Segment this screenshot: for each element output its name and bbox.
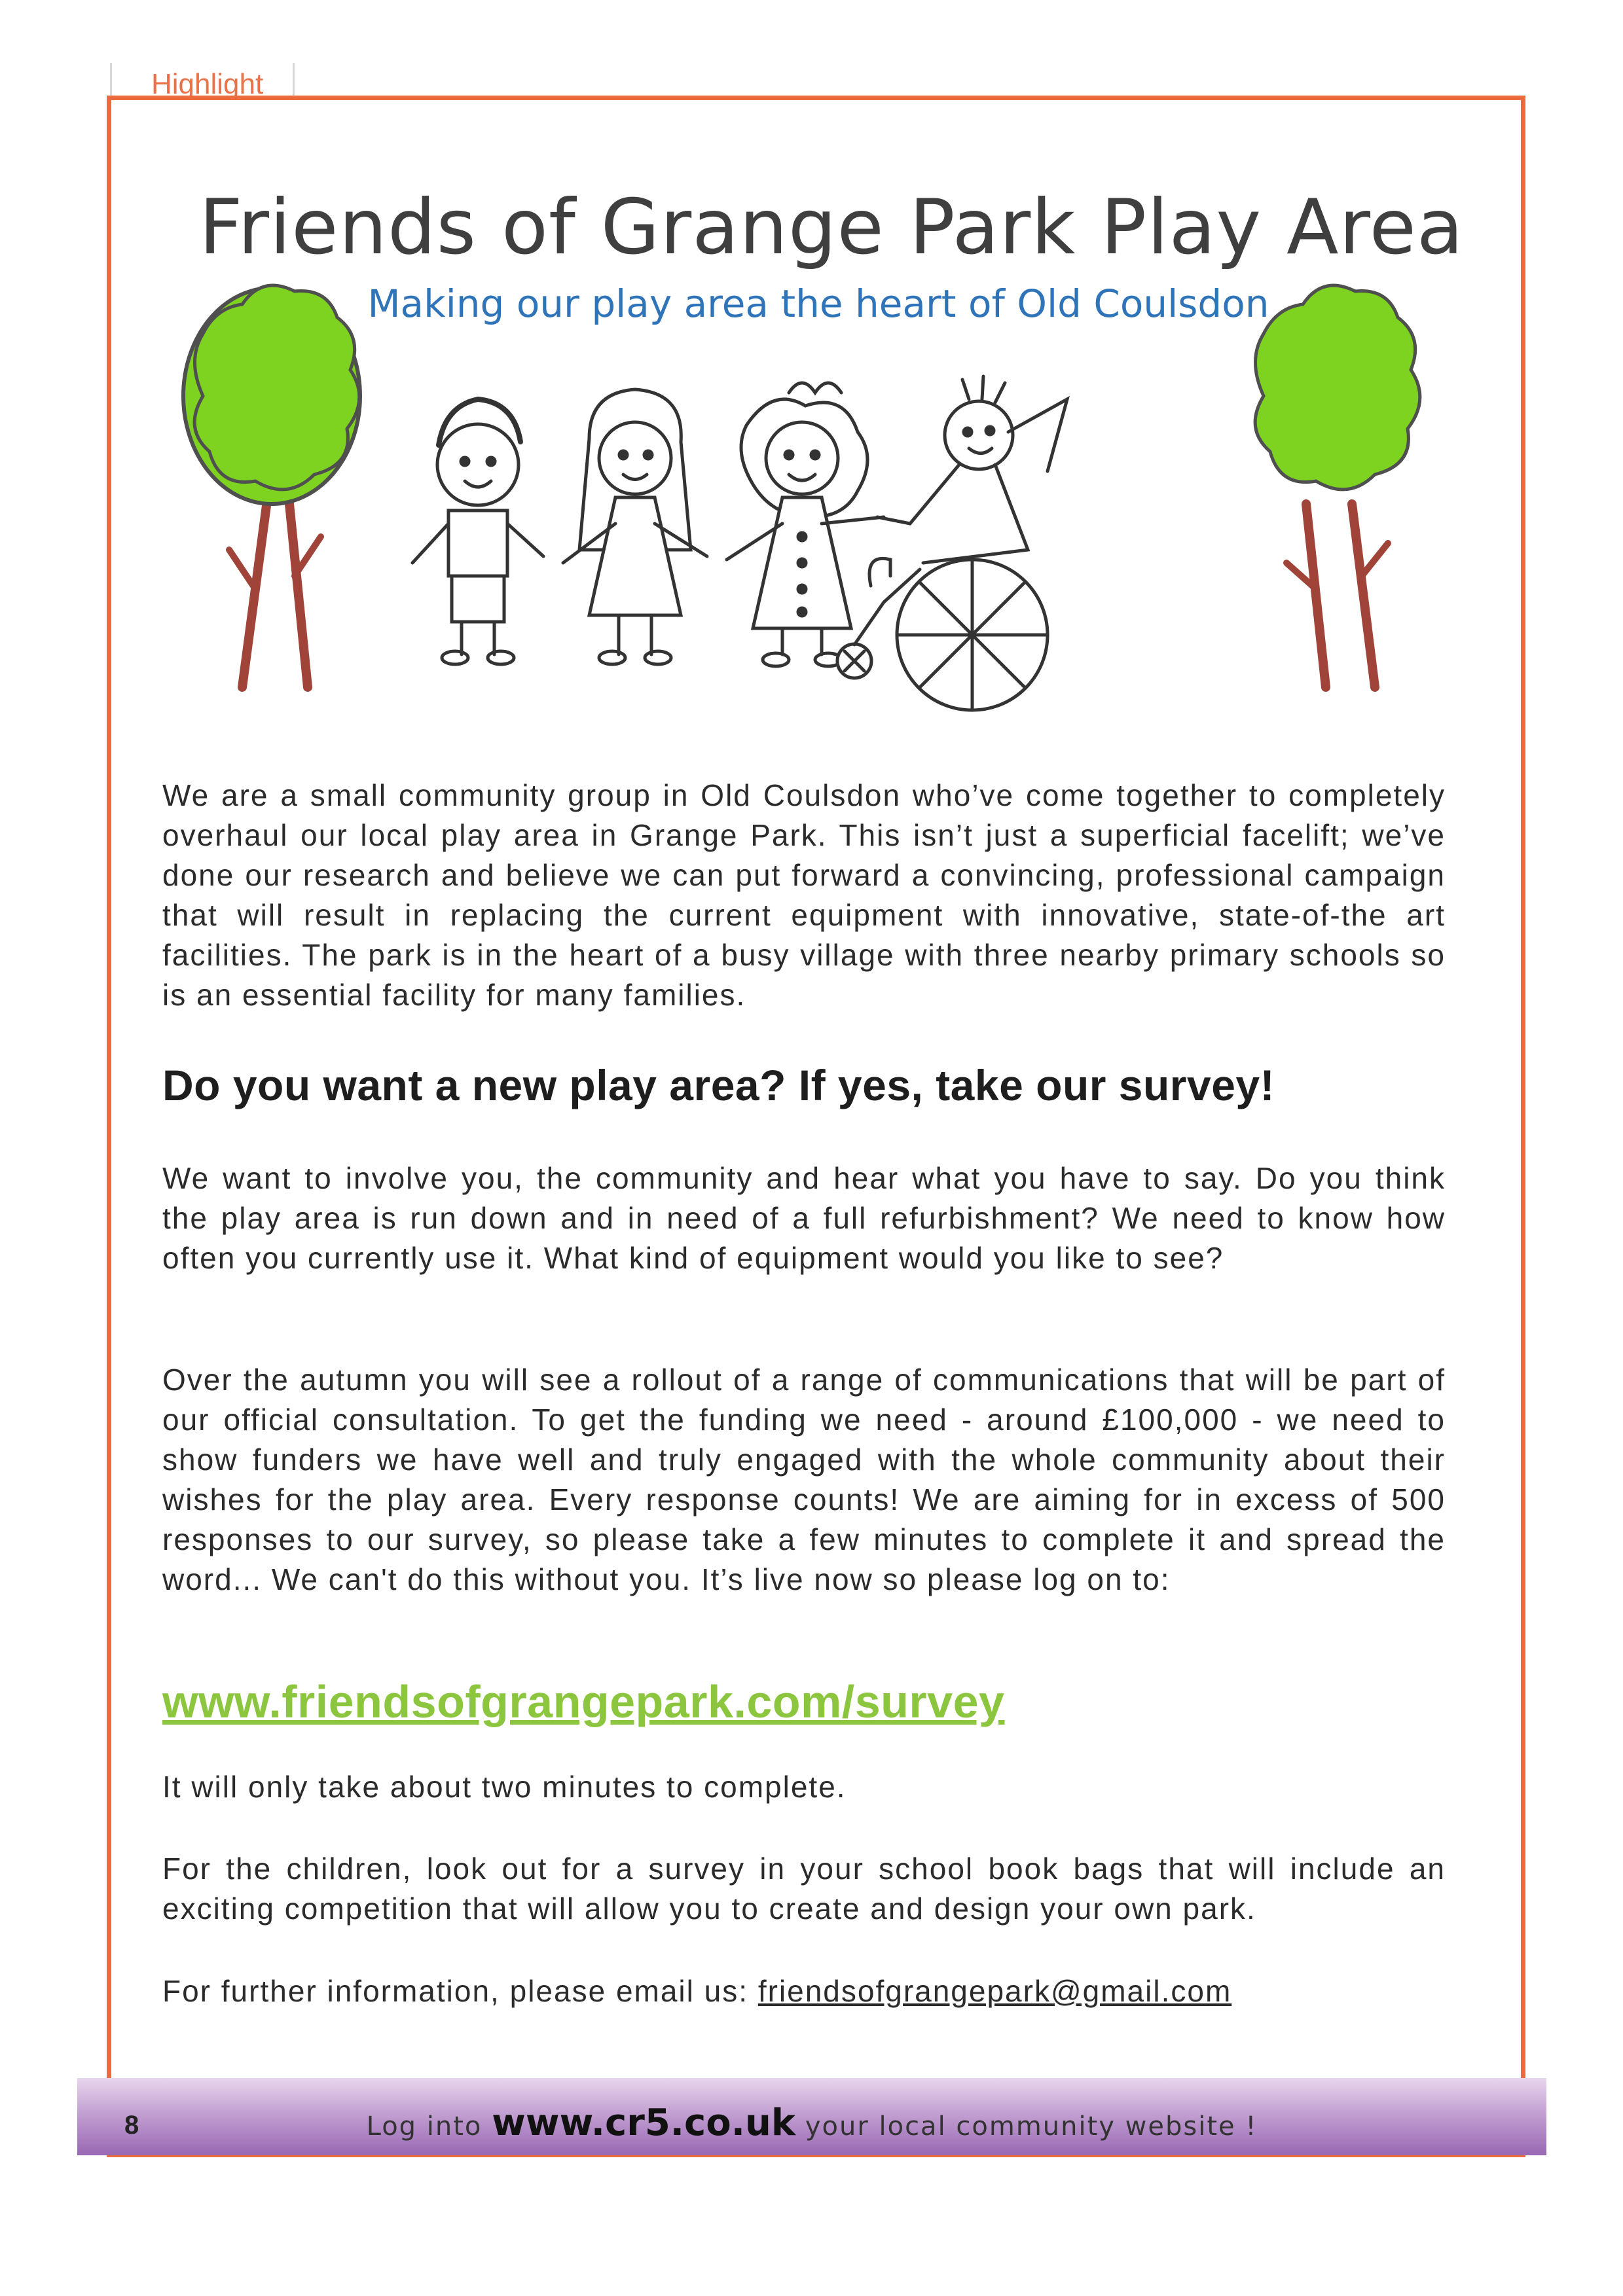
tree-icon	[183, 285, 360, 687]
section-tab	[110, 63, 295, 99]
minutes-paragraph: It will only take about two minutes to complete.	[162, 1770, 847, 1804]
children-paragraph: For the children, look out for a survey in your school book bags that will include an exciting competition that will allow you to create and design your own park.	[162, 1852, 1446, 1926]
minutes-block	[162, 1767, 1446, 1807]
logo	[157, 183, 1467, 726]
autumn-block	[162, 1360, 1446, 1600]
footer-text-before: Log into	[366, 2111, 492, 2142]
survey-link[interactable]: www.friendsofgrangepark.com/survey	[162, 1676, 1005, 1727]
involve-paragraph: We want to involve you, the community and hear what you have to say. Do you think the play area is run down and in need of a full refurbishment? We need to know how often you currently use it. What kind of equipment would you like to see?	[162, 1161, 1446, 1275]
footer-bar	[77, 2078, 1546, 2155]
logo-title: Friends of Grange Park Play Area	[198, 183, 1465, 272]
contact-block	[162, 1971, 1446, 2011]
survey-heading: Do you want a new play area? If yes, take our survey!	[162, 1061, 1275, 1109]
footer-text	[77, 2102, 1546, 2144]
email-link[interactable]: friendsofgrangepark@gmail.com	[757, 1974, 1232, 2008]
section-tab-label: Highlight	[151, 68, 264, 99]
heading-block	[162, 1060, 1446, 1110]
intro-block	[162, 776, 1446, 1015]
wheelchair-icon	[837, 376, 1067, 710]
logo-subtitle: Making our play area the heart of Old Coulsdon	[367, 281, 1269, 326]
autumn-paragraph: Over the autumn you will see a rollout of a range of communications that will be part of our official consultation. To get the funding we need - around £100,000 - we need to show funders we have well and truly engaged with the whole community about their wishes for the play area. Every response counts! We are aiming for in excess of 500 responses to our survey, so please take a few minutes to complete it and spread the word... We can't do this without you. It’s live now so please log on to:	[162, 1363, 1446, 1596]
involve-block	[162, 1158, 1446, 1278]
footer-site-link[interactable]: www.cr5.co.uk	[492, 2102, 796, 2144]
footer-text-after: your local community website !	[795, 2111, 1258, 2142]
children-block	[162, 1849, 1446, 1929]
url-block	[162, 1676, 1446, 1728]
tree-icon	[1255, 285, 1420, 687]
intro-paragraph: We are a small community group in Old Coulsdon who’ve come together to completely overhaul our local play area in Grange Park. This isn’t just a superficial facelift; we’ve done our research and believe we can put forward a convincing, professional campaign that will result in replacing the current equipment with innovative, state-of-the art facilities. The park is in the heart of a busy village with three nearby primary schools so is an essential facility for many families.	[162, 778, 1446, 1012]
contact-paragraph	[162, 1971, 1446, 2011]
contact-prefix: For further information, please email us:	[162, 1974, 758, 2008]
page-number: 8	[124, 2111, 139, 2140]
